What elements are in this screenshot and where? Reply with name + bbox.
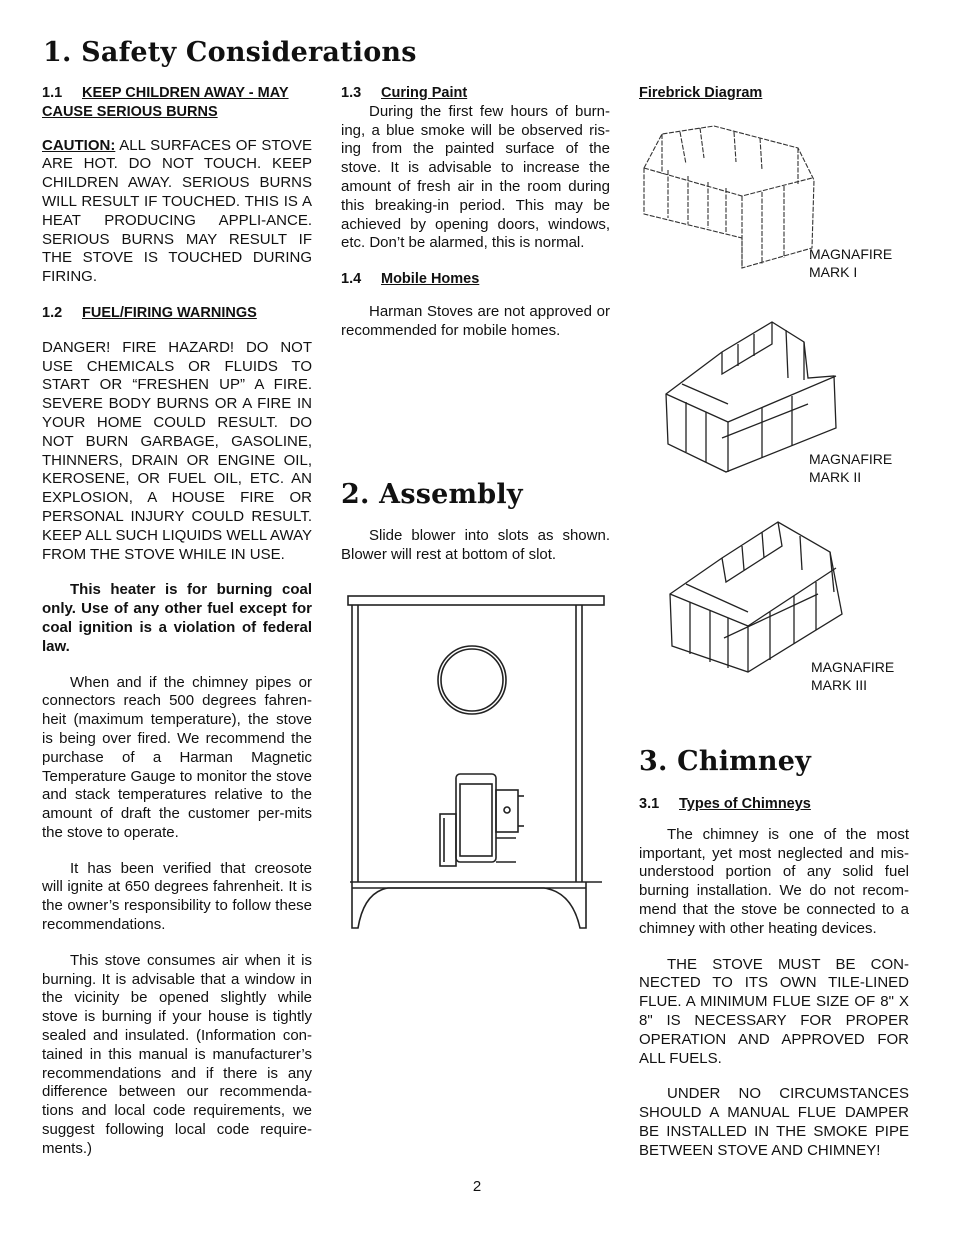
chimney-column xyxy=(639,795,909,1161)
assembly-text-block xyxy=(341,527,610,565)
subsection-3-1-heading xyxy=(639,795,909,814)
section-1-title: 1. Safety Considerations xyxy=(43,37,417,68)
page-number: 2 xyxy=(472,1178,482,1195)
column-left xyxy=(42,84,312,1159)
subsection-1-1-heading xyxy=(42,84,312,122)
chimney-paragraph-2: THE STOVE MUST BE CON-NECTED TO ITS OWN TILE-LINED FLUE. A MINIMUM FLUE SIZE OF 8" X 8" IS NECESSARY FOR PROPER OPERATION AND APPROVED FOR ALL FUELS. xyxy=(639,955,909,1067)
danger-paragraph: DANGER! FIRE HAZARD! DO NOT USE CHEMICALS OR FLUIDS TO START OR “FRESHEN UP” A FIRE. SEVERE BODY BURNS OR A FIRE IN YOUR HOME COULD RESULT. DO NOT BURN GARBAGE, GASOLINE, THINNERS, DRAIN OR ENGINE OIL, KEROSENE, OR FUEL OIL, ETC. AN EXPLOSION, A HOUSE FIRE OR PERSONAL INJURY COULD RESULT. KEEP ALL SUCH LIQUIDS WELL AWAY FROM THE STOVE WHILE IN USE. xyxy=(42,338,312,563)
firebrick-title: Firebrick Diagram xyxy=(639,85,763,101)
subsection-number: 1.4 xyxy=(341,271,362,288)
caution-text: ALL SURFACES OF STOVE ARE HOT. DO NOT TOUCH. KEEP CHILDREN AWAY. SERIOUS BURNS WILL RESULT IF TOUCHED. THIS IS A HEAT PRODUCING APPLI-ANCE. SERIOUS BURNS MAY RESULT IF THE STOVE IS TOUCHED DURING FIRING. xyxy=(42,136,312,286)
firebrick-label-line1: MAGNAFIRE xyxy=(811,659,895,675)
firebrick-label-line2: MARK II xyxy=(809,469,862,485)
subsection-title: Types of Chimneys xyxy=(679,796,811,812)
subsection-number: 1.2 xyxy=(42,304,63,321)
firebrick-label-line1: MAGNAFIRE xyxy=(809,246,893,262)
air-paragraph: This stove consumes air when it is burning. It is advisable that a window in the vicinity be opened slightly while stove is burning if your house is tightly sealed and insulated. (Information con-tained in this manual is manufacturer’s recommendations and if there is any difference between our recommenda-tions and local code requirements, we suggest following local code require-ments.) xyxy=(42,951,312,1157)
column-right xyxy=(639,84,909,103)
subsection-title-line2: CAUSE SERIOUS BURNS xyxy=(42,103,218,120)
section-2-title: 2. Assembly xyxy=(341,479,523,510)
subsection-number: 1.1 xyxy=(42,85,63,101)
creosote-paragraph: It has been verified that creosote will ignite at 650 degrees fahrenheit. It is the owner’s responsibility to follow these recommendations. xyxy=(42,859,312,934)
chimney-paragraph-3: UNDER NO CIRCUMSTANCES SHOULD A MANUAL FLUE DAMPER BE INSTALLED IN THE SMOKE PIPE BETWEEN STOVE AND CHIMNEY! xyxy=(639,1085,909,1159)
firebrick-diagram-heading xyxy=(639,84,909,103)
firebrick-mark-2-label xyxy=(809,450,892,486)
subsection-1-2-heading xyxy=(42,304,312,323)
subsection-title: FUEL/FIRING WARNINGS xyxy=(82,304,257,321)
firebrick-mark-1-illustration xyxy=(640,118,818,270)
subsection-number: 1.3 xyxy=(341,85,362,101)
firebrick-mark-3-illustration xyxy=(666,518,846,678)
firebrick-label-line2: MARK I xyxy=(809,264,858,280)
stove-blower-illustration xyxy=(344,592,610,934)
assembly-paragraph: Slide blower into slots as shown. Blower will rest at bottom of slot. xyxy=(341,527,610,563)
column-middle xyxy=(341,84,610,341)
firebrick-label-line1: MAGNAFIRE xyxy=(809,451,893,467)
firebrick-label-line2: MARK III xyxy=(811,677,868,693)
coal-warning-paragraph: This heater is for burning coal only. Use of any other fuel except for coal ignition is a violation of federal law. xyxy=(42,581,312,655)
subsection-title: KEEP CHILDREN AWAY - MAY xyxy=(82,85,289,101)
subsection-1-3-heading xyxy=(341,84,610,103)
firebrick-mark-1-label xyxy=(809,245,892,281)
subsection-1-4-heading xyxy=(341,270,610,289)
chimney-pipes-paragraph: When and if the chimney pipes or connectors reach 500 degrees fahren-heit (maximum temperature), the stove is being over fired. We recommend the purchase of a Harman Magnetic Temperature Gauge to monitor the stove and stack temperatures relative to the amount of draft the customer per-mits the stove to operate. xyxy=(42,673,312,841)
caution-label: CAUTION: xyxy=(42,136,116,154)
section-3-title: 3. Chimney xyxy=(639,746,812,777)
subsection-number: 3.1 xyxy=(639,796,660,812)
chimney-paragraph-1: The chimney is one of the most important, yet most neglected and mis-understood portion of any solid fuel burning installation. We do not recom-mend that the stove be connected to a chimney with other heating devices. xyxy=(639,825,909,937)
subsection-title: Mobile Homes xyxy=(381,271,480,288)
firebrick-mark-3-label xyxy=(811,658,894,694)
caution-paragraph xyxy=(42,137,312,287)
subsection-title: Curing Paint xyxy=(381,85,468,101)
curing-paint-paragraph: During the first few hours of burn-ing, a blue smoke will be observed ris-ing from the painted surface of the stove. It is advisable to increase the amount of fresh air in the room during this breaking-in period. This may be achieved by opening doors, windows, etc. Don’t be alarmed, this is normal. xyxy=(341,102,610,252)
mobile-homes-paragraph: Harman Stoves are not approved or recommended for mobile homes. xyxy=(341,302,610,339)
